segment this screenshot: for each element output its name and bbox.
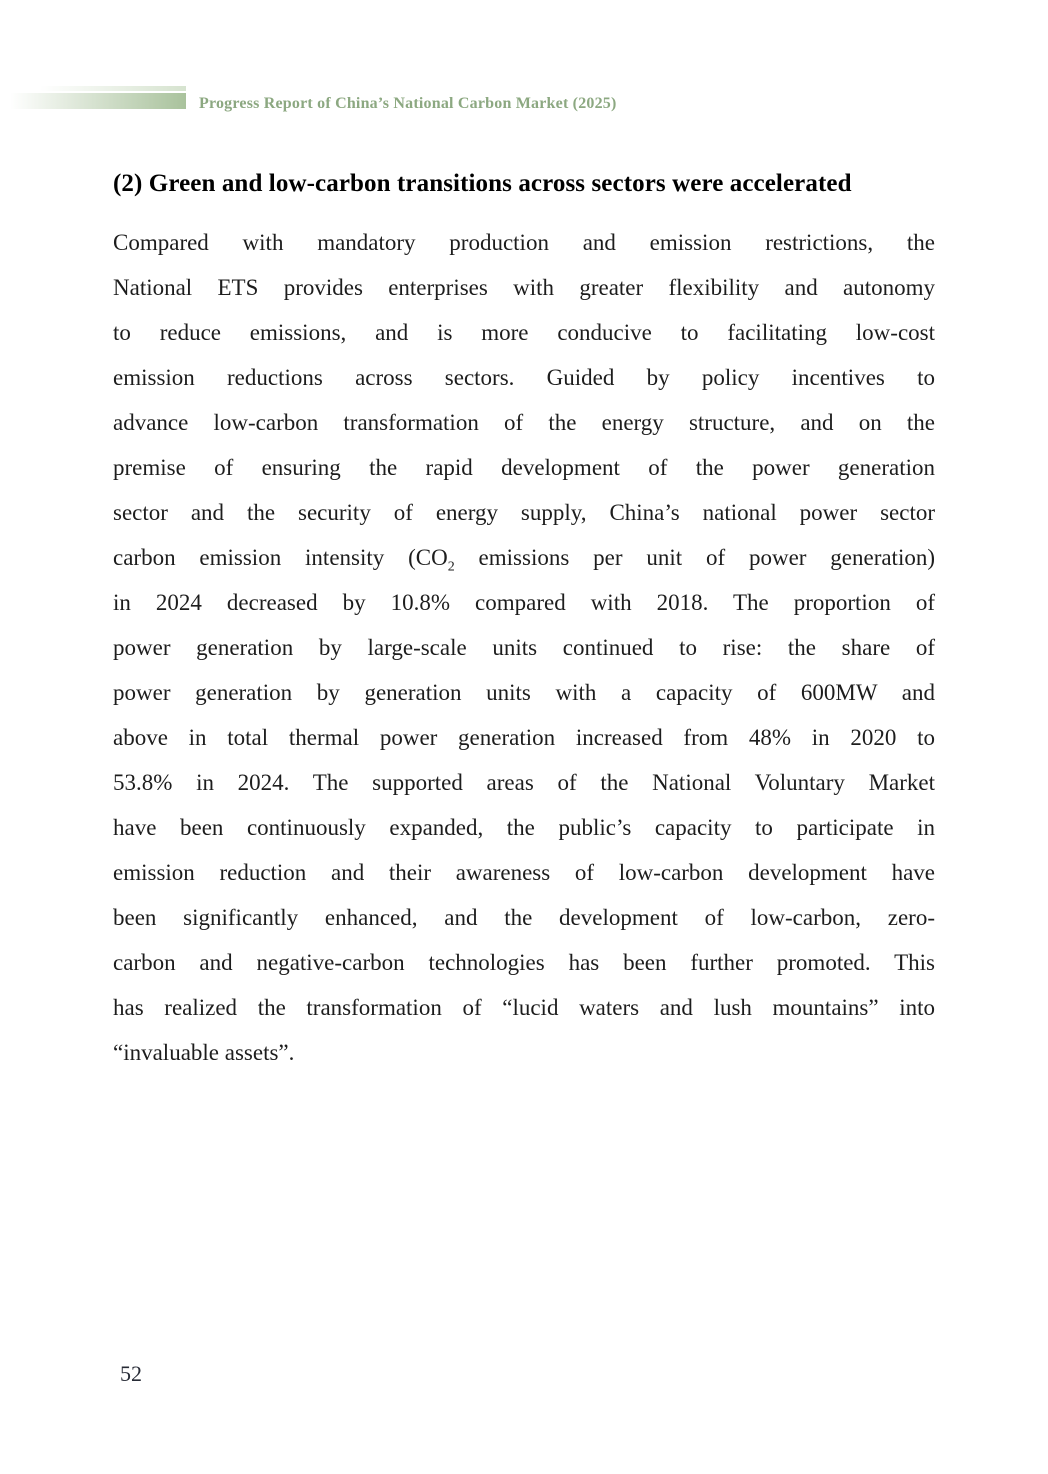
body-line: advance low-carbon transformation of the energy structure, and on the [113,410,935,435]
body-line: 53.8% in 2024. The supported areas of the National Voluntary Market [113,770,935,795]
body-line: in 2024 decreased by 10.8% compared with 2018. The proportion of [113,590,935,615]
body-line-co2 [113,535,935,580]
running-header-title: Progress Report of China’s National Carbon Market (2025) [199,95,617,112]
co2-subscript: 2 [447,559,455,575]
body-line: power generation by generation units with a capacity of 600MW and [113,680,935,705]
co2-line-post: emissions per unit of power generation) [454,545,936,570]
section-heading: (2) Green and low-carbon transitions across sectors were accelerated [113,170,852,197]
body-line: sector and the security of energy supply, China’s national power sector [113,500,935,525]
body-line: carbon and negative-carbon technologies has been further promoted. This [113,950,935,975]
body-line: premise of ensuring the rapid development of the power generation [113,455,935,480]
co2-line-pre: carbon emission intensity (CO [113,545,448,570]
body-line: to reduce emissions, and is more conducive to facilitating low-cost [113,320,935,345]
body-line: “invaluable assets”. [113,1040,295,1065]
body-line: has realized the transformation of “lucid waters and lush mountains” into [113,995,935,1020]
body-line: above in total thermal power generation increased from 48% in 2020 to [113,725,935,750]
body-line: National ETS provides enterprises with greater flexibility and autonomy [113,275,935,300]
page-number: 52 [120,1361,142,1386]
header-decoration [10,86,186,109]
body-line: emission reduction and their awareness of low-carbon development have [113,860,935,885]
body-paragraph [113,220,935,1075]
body-line: emission reductions across sectors. Guided by policy incentives to [113,365,935,390]
body-line: power generation by large-scale units continued to rise: the share of [113,635,935,660]
header-gradient-bar [10,93,186,109]
body-line: Compared with mandatory production and emission restrictions, the [113,230,935,255]
body-line: been significantly enhanced, and the development of low-carbon, zero- [113,905,935,930]
header-gradient-bar-light [40,86,186,91]
body-line: have been continuously expanded, the public’s capacity to participate in [113,815,935,840]
